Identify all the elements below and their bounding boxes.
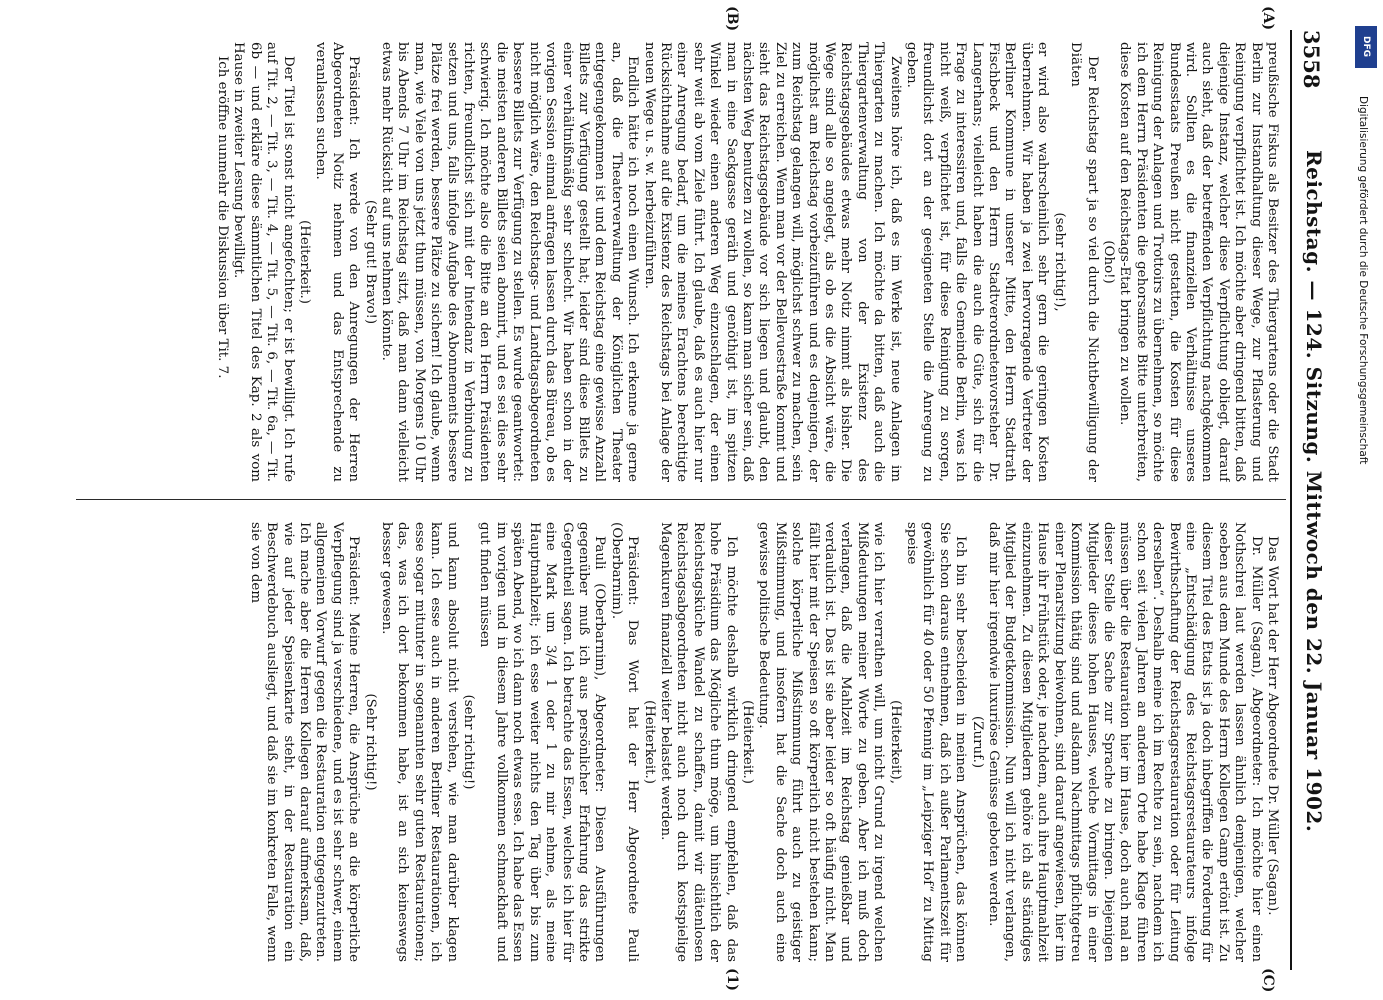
interjection: (Heiterkeit), — [887, 700, 903, 784]
dfg-logo: DFG — [1355, 26, 1377, 68]
paragraph: Ich möchte deshalb wirklich dringend empfehlen, daß das hohe Präsidium das Mögliche thun möge, um hinsichtlich der Reichstagsküche Wandel zu schaffen, damit wir diätenlosen Reichstagsabgeordneten nicht auch noch durch kostspielige Magenkuren finanziell weiter belastet werden. — [657, 522, 739, 962]
interjection: (Zuruf.) — [969, 715, 985, 769]
rotated-page — [50, 0, 1350, 1000]
column-rule — [76, 499, 1286, 500]
paragraph: Zweitens höre ich, daß es im Werke ist, neue Anlagen im Thiergarten zu machen. Ich möchte da bitten, daß auch die Thiergartenverwaltung von der Existenz des Reichstagsgebäudes etwas mehr Notiz nimmt als bisher. Die Wege sind alle so angelegt, als ob es die Absicht wäre, die möglichst am Reichstag vorbeizuführen und es denjenigen, der zum Reichstag gelangen will, möglichst schwer zu machen, sein Ziel zu erreichen. Wenn man vor der Bellevuestraße kommt und sieht das Reichstagsgebäude vor sich liegen und glaubt, den nächsten Weg benutzen zu wollen, so kann man sicher sein, daß man in eine Sackgasse geräth und genöthigt ist, im spitzen Winkel wieder einen anderen Weg einzuschlagen, der einen sehr weit ab vom Ziele führt. Ich glaube, daß es auch hier nur einer Anregung bedarf, um die meines Erachtens berechtigte Rücksichtnahme auf die Existenz des Reichstags bei Anlage der neuen Wege u. s. w. herbeizuführen. — [641, 42, 903, 482]
paragraph: Das Wort hat der Herr Abgeordnete Dr. Müller (Sagan). — [1265, 536, 1280, 916]
interjection: (Sehr gut! Bravo!) — [362, 199, 378, 325]
paragraph: Ich bin sehr bescheiden in meinen Ansprüchen, das können Sie schon daraus entnehmen, daß ich außer Parlamentszeit für gewöhnlich für 40 oder 50 Pfennig im „Leipziger Hof“ zu Mittag speise — [904, 522, 969, 962]
interjection: (sehr richtig!), — [1051, 212, 1067, 312]
interjection: (Sehr richtig!) — [362, 693, 378, 791]
interjection: (Heiterkeit.) — [740, 700, 755, 784]
paragraph: Präsident: Das Wort hat der Herr Abgeordnete Pauli (Oberbarnim). — [608, 522, 641, 962]
paragraph: und kann absolut nicht verstehen, wie man darüber klagen kann. Ich esse auch in anderen Berliner Restaurationen, ich esse sogar mitunter in sogenannten sehr guten Restaurationen; das, was ich dort bekommen habe, ist an sich keineswegs besser gewesen. — [379, 522, 460, 962]
margin-letter-a: (A) — [1260, 6, 1276, 31]
interjection: (Heiterkeit.) — [641, 700, 657, 784]
paragraph: wie ich hier verrathen will, um nicht Grund zu irgend welchen Mißdeutungen meiner Worte zu geben. Aber ich muß doch verlangen, daß die Mahlzeit im Reichstag genießbar und verdaulich ist. Das ist sie aber leider so oft häufig nicht. Man fällt hier mit der Speisen so oft körperlich nicht bestehen kann; solche körperliche Mißstimmung führt auch zu geistiger Mißstimmung, und insofern hat die Sache doch auch eine gewisse politische Bedeutung. — [756, 522, 887, 962]
paragraph: preußische Fiskus als Besitzer des Thiergartens oder die Stadt Berlin zur Instandhaltung dieser Wege, zur Pflasterung und Reinigung verpflichtet ist. Ich möchte aber dringend bitten, daß diejenige Instanz, welcher diese Verpflichtung obliegt, darauf auch sieht, daß der betreffenden Verpflichtung nachgekommen wird. Sollten es die finanziellen Verhältnisse unseres Bundesstaats Preußen nicht gestatten, die Kosten für diese Reinigung der Anlagen und Trottoirs zu übernehmen, so möchte ich dem Herrn Präsidenten die gehorsamste Bitte unterbreiten, diese Kosten auf den Reichstags-Etat bringen zu wollen. — [1117, 42, 1280, 482]
header-rule — [1290, 30, 1292, 970]
paragraph: Endlich hätte ich noch einen Wunsch. Ich erkenne ja gerne an, daß die Theaterverwaltung der Königlichen Theater entgegengekommen ist und dem Reichstag eine gewisse Anzahl Billets zur Verfügung gestellt hat; leider sind diese Billets zu einer verhältnißmäßig sehr schlecht. Wir haben schon in der vorigen Session einmal anfragen lassen durch das Büreau, ob es nicht möglich wäre, den Reichstags- und Landtagsabgeordneten bessere Billets zur Verfügung zu stellen. Es wurde geantwortet: die meisten anderen Billets seien abonnirt, und es sei dies sehr schwierig. Ich möchte also die Bitte an den Herrn Präsidenten richten, freundlichst sich mit der Intendanz in Verbindung zu setzen und uns, falls infolge Aufgabe des Abonnements bessere Plätze frei werden, bessere Plätze zu sichern! Ich glaube, wenn man, wie Viele von uns jetzt thun müssen, von Morgens 10 Uhr bis Abends 7 Uhr im Reichstag sitzt, daß man dann vielleicht etwas mehr Rücksicht auf uns nehmen könnte. — [379, 42, 641, 482]
paragraph: Der Titel ist sonst nicht angefochten; er ist bewilligt. Ich rufe auf Tit. 2, — Tit. 3, — Tit. 4, — Tit. 5, — Tit. 6, — Tit. 6a, — Tit. 6b — und erkläre diese sämmtlichen Titel des Kap. 2 als vom Hause in zweiter Lesung bewilligt. — [231, 42, 296, 482]
paragraph: Ich eröffne nunmehr die Diskussion über Tit. 7. — [215, 56, 230, 379]
paragraph: er wird also wahrscheinlich sehr gern die geringen Kosten übernehmen. Wir haben ja zwei hervorragende Vertreter der Berliner Kommune in unserer Mitte, den Herrn Stadtrath Fischbeck und den Herrn Stadtverordnetenvorsteher Dr. Langerhans; vielleicht haben die auch die Güte, sich für die Frage zu interessiren und, falls die Gemeinde Berlin, was ich nicht weiß, verpflichtet ist, für diese Reinigung zu sorgen, freundlichst dort an der geeigneten Stelle die Anregung zu geben. — [904, 42, 1051, 482]
running-head: Reichstag. — 124. Sitzung. Mittwoch den 22. Januar 1902. — [1302, 150, 1326, 833]
digitization-note: Digitalisierung gefördert durch die Deutsche Forschungsgemeinschaft — [1357, 96, 1369, 465]
paragraph: Der Reichstag spart ja so viel durch die Nichtbewilligung der Diäten — [1068, 42, 1100, 482]
margin-letter-b: (B) — [724, 6, 740, 32]
page-number: 3558 — [1299, 30, 1324, 89]
paragraph: Präsident: Meine Herren, die Ansprüche an die körperliche Verpflegung sind ja verschiedene, und es ist sehr schwer, einem allgemeinen Vorwurf gegen die Restauration entgegenzutreten. Ich mache aber die Herren Kollegen darauf aufmerksam, daß, wie auf jeder Speisenkarte steht, in der Restauration ein Beschwerdebuch ausliegt, und daß sie im konkreten Falle, wenn sie von dem — [247, 522, 362, 962]
interjection: (Oho!) — [1100, 240, 1116, 284]
page-header — [1292, 30, 1332, 970]
margin-letter-d: (1) — [724, 968, 740, 991]
margin-letter-c: (C) — [1260, 968, 1276, 993]
right-column — [80, 522, 1280, 962]
paragraph: Präsident: Ich werde von den Anregungen der Herren Abgeordneten Notiz nehmen und das Entsprechende zu veranlassen suchen. — [313, 42, 362, 482]
paragraph: Dr. Müller (Sagan), Abgeordneter: Ich möchte hier einen Nothschrei laut werden lassen ähnlich demjenigen, welcher soeben aus dem Munde des Herrn Kollegen Gamp ertönt ist. Zu diesem Titel des Etats ist ja doch inbegriffen die Forderung für eine „Entschädigung des Reichstagsrestaurateurs infolge Bewirthschaftung der Reichstagsrestauration oder für Leitung derselben“. Deshalb meine ich im Rechte zu sein, nachdem ich schon seit vielen Jahren an anderem Orte habe Klage führen müssen über die Restauration hier im Hause, doch auch mal an dieser Stelle die Sache zur Sprache zu bringen. Diejenigen Mitglieder dieses hohen Hauses, welche Vormittags in einer Kommission thätig sind und alsdann Nachmittags pflichtgetreu einer Plenarsitzung beiwohnen, sind darauf angewiesen, hier im Hause ihr Frühstück oder, je nachdem, auch ihre Hauptmahlzeit einzunehmen. Zu diesen Mitgliedern gehöre ich als ständiges Mitglied der Budgetkommission. Nun will ich nicht verlangen, daß mir hier irgendwie luxuriöse Genüsse geboten werden. — [986, 522, 1264, 962]
interjection: (sehr richtig!) — [461, 694, 477, 790]
paragraph: Pauli (Oberbarnim), Abgeordneter: Diesen Ausführungen gegenüber muß ich aus persönlicher Erfahrung das strikte Gegentheil sagen. Ich betrachte das Essen, welches ich hier für eine Mark um 3/4 1 oder 1 zu mir nehme, als meine Hauptmahlzeit; ich esse weiter nichts den Tag über bis zum späten Abend, wo ich dann noch etwas esse. Ich habe das Essen im vorigen und in diesem Jahre vollkommen schmackhaft und gut finden müssen — [477, 522, 608, 962]
left-column — [80, 42, 1280, 482]
digitization-sidebar — [1345, 26, 1381, 1000]
interjection: (Heiterkeit.) — [297, 220, 313, 304]
